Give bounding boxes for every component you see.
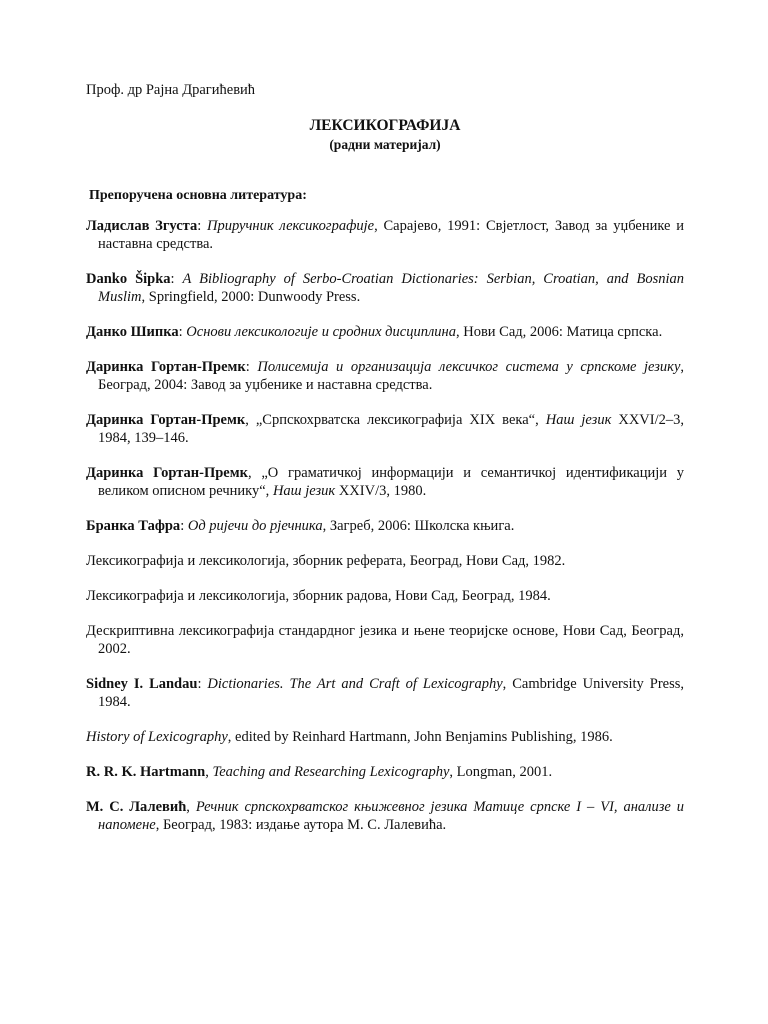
- reference-item: Дескриптивна лексикографија стандардног језика и њене теоријске основе, Нови Сад, Београд, 2002.: [86, 623, 684, 657]
- reference-title: Наш језик: [272, 483, 336, 499]
- reference-title: A Bibliography of Serbo-Croatian Dictionaries: Serbian, Croatian, and Bosnian Muslim: [98, 271, 684, 305]
- reference-item: Ладислав Згуста: Приручник лексикографије, Сарајево, 1991: Свјетлост, Завод за уџбенике и наставна средства.: [86, 218, 685, 252]
- reference-author: Даринка Гортан-Премк: [86, 359, 246, 375]
- document-subtitle: (радни материјал): [329, 137, 441, 152]
- reference-item: Sidney I. Landau: Dictionaries. The Art and Craft of Lexicography, Cambridge University Press, 1984.: [86, 676, 684, 710]
- reference-title: Наш језик: [545, 412, 612, 428]
- reference-item: Данко Шипка: Основи лексикологије и сродних дисциплина, Нови Сад, 2006: Матица српска.: [86, 324, 663, 340]
- reference-item: Лексикографија и лексикологија, зборник радова, Нови Сад, Београд, 1984.: [86, 588, 551, 604]
- reference-item: М. С. Лалевић, Речник српскохрватског књижевног језика Матице српске I – VI, анализе и напомене, Београд, 1983: издање аутора М. С. Лалевића.: [86, 799, 684, 833]
- reference-item: R. R. K. Hartmann, Teaching and Researching Lexicography, Longman, 2001.: [86, 764, 553, 780]
- reference-item: Даринка Гортан-Премк, „О граматичкој информацији и семантичкој идентификацији у великом описном речнику“, Наш језик XXIV/3, 1980.: [86, 465, 685, 499]
- section-heading: Препоручена основна литература:: [89, 188, 307, 203]
- reference-item: Даринка Гортан-Премк, „Српскохрватска лексикографија XIX века“, Наш језик XXVI/2–3, 1984, 139–146.: [86, 412, 685, 446]
- reference-title: Приручник лексикографије: [207, 218, 375, 234]
- reference-item: Danko Šipka: A Bibliography of Serbo-Croatian Dictionaries: Serbian, Croatian, and Bosnian Muslim, Springfield, 2000: Dunwoody Press.: [86, 271, 684, 305]
- document-title: ЛЕКСИКОГРАФИЈА: [309, 117, 461, 134]
- reference-author: М. С. Лалевић: [86, 799, 187, 815]
- reference-author: Даринка Гортан-Премк: [86, 465, 248, 481]
- reference-title: Од ријечи до рјечника: [187, 518, 323, 534]
- reference-title: Teaching and Researching Lexicography: [212, 764, 450, 780]
- reference-author: Ладислав Згуста: [86, 218, 198, 234]
- reference-item: Даринка Гортан-Премк: Полисемија и организација лексичког система у српскоме језику, Београд, 2004: Завод за уџбенике и наставна средства.: [86, 359, 685, 393]
- reference-title: Dictionaries. The Art and Craft of Lexicography: [207, 676, 503, 692]
- reference-title: Основи лексикологије и сродних дисциплина: [186, 324, 456, 340]
- reference-author: Danko Šipka: [86, 271, 171, 287]
- reference-item: Бранка Тафра: Од ријечи до рјечника, Загреб, 2006: Школска књига.: [86, 518, 515, 534]
- reference-item: Лексикографија и лексикологија, зборник реферата, Београд, Нови Сад, 1982.: [86, 553, 566, 569]
- author-line: Проф. др Рајна Драгићевић: [86, 82, 256, 98]
- reference-author: R. R. K. Hartmann: [86, 764, 206, 780]
- title-block: [86, 116, 684, 154]
- reference-author: Данко Шипка: [86, 324, 179, 340]
- reference-title: Речник српскохрватског књижевног језика Матице српске I – VI, анализе и напомене: [98, 799, 684, 833]
- reference-title: Полисемија и организација лексичког система у српскоме језику: [257, 359, 681, 375]
- reference-author: Sidney I. Landau: [86, 676, 198, 692]
- reference-title: History of Lexicography: [86, 729, 228, 745]
- reference-author: Даринка Гортан-Премк: [86, 412, 246, 428]
- reference-author: Бранка Тафра: [86, 518, 181, 534]
- reference-item: History of Lexicography, edited by Reinhard Hartmann, John Benjamins Publishing, 1986.: [86, 729, 613, 745]
- reference-list: [86, 217, 684, 834]
